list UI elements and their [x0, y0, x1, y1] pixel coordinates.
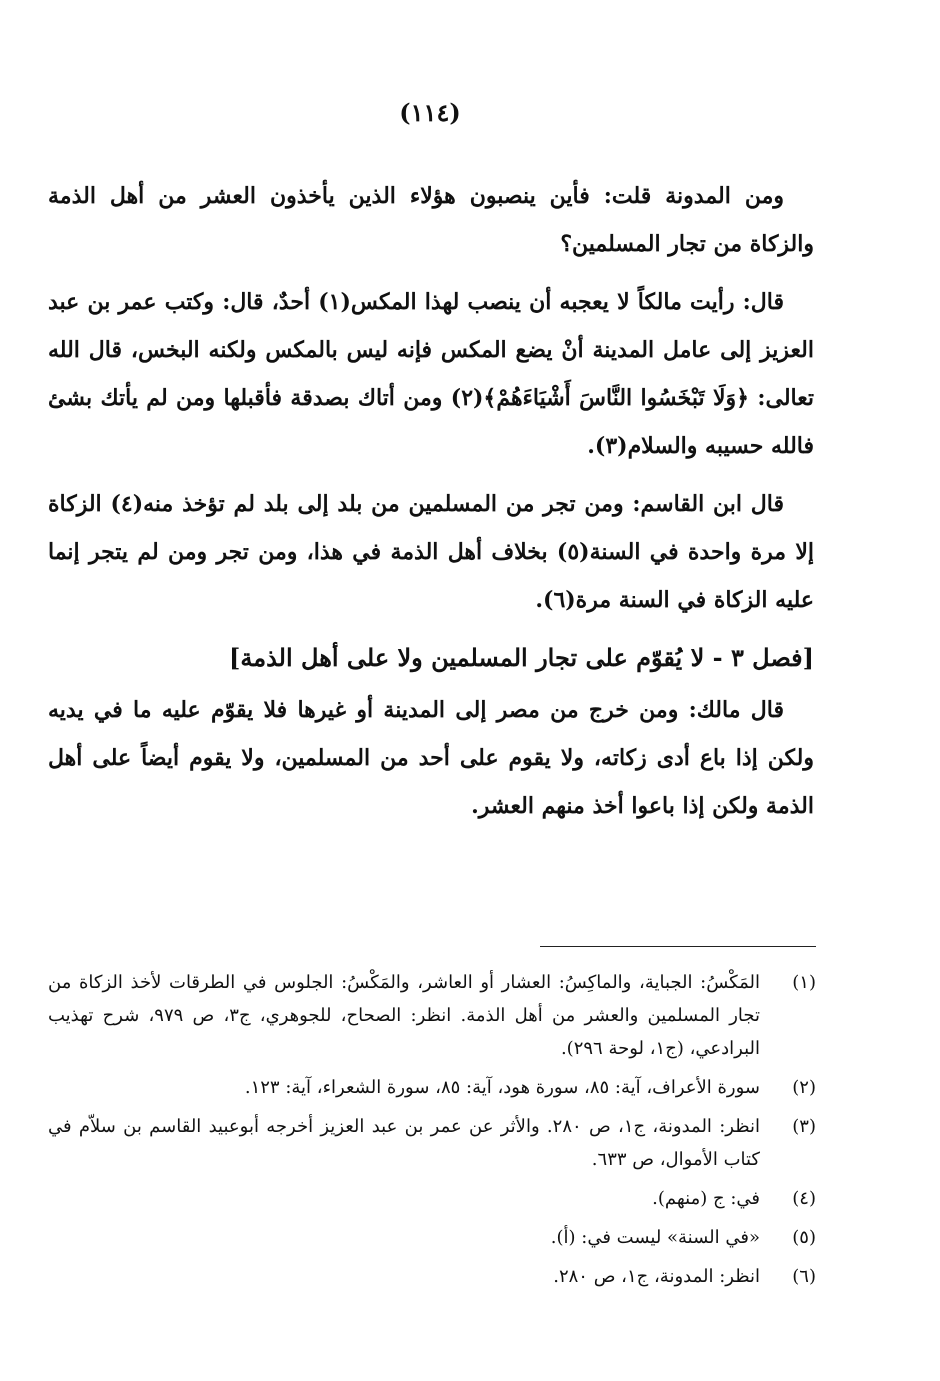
paragraph: قال: رأيت مالكاً لا يعجبه أن ينصب لهذا المكس(١) أحدٌ، قال: وكتب عمر بن عبد العزيز إلى عامل المدينة أنْ يضع المكس فإنه ليس بالمكس ولكنه البخس، قال الله تعالى: ﴿وَلَا تَبْخَسُوا النَّاسَ أَشْيَاءَهُمْ﴾(٢) ومن أتاك بصدقة فأقبلها ومن لم يأتك بشئ فالله حسيبه والسلام(٣). [48, 289, 814, 459]
footnote-number: (٤) [792, 1188, 816, 1209]
footnote-text: المَكْسُ: الجباية، والماكِسُ: العشار أو العاشر، والمَكْسُ: الجلوس في الطرقات لأخذ الزكاة من تجار المسلمين والعشر من أهل الذمة. انظر: الصحاح، للجوهري، ج٣، ص ٩٧٩، شرح تهذيب البرادعي، (ج١، لوحة ٢٩٦). [48, 972, 761, 1059]
footnote [48, 1182, 816, 1215]
page-number: (١١٤) [399, 98, 461, 127]
footnote-text: سورة الأعراف، آية: ٨٥، سورة هود، آية: ٨٥، سورة الشعراء، آية: ١٢٣. [244, 1077, 760, 1098]
section-heading: [فصل ٣ - لا يُقوّم على تجار المسلمين ولا على أهل الذمة] [229, 643, 814, 672]
paragraph: ومن المدونة قلت: فأين ينصبون هؤلاء الذين يأخذون العشر من أهل الذمة والزكاة من تجار المسلمين؟ [48, 183, 814, 257]
footnote-number: (٦) [792, 1266, 816, 1287]
footnote-text: في: ج (منهم). [652, 1188, 760, 1209]
footnote [48, 1221, 816, 1254]
footnotes [48, 966, 816, 1299]
main-text [48, 172, 814, 840]
footnote-text: انظر: المدونة، ج١، ص ٢٨٠. والأثر عن عمر بن عبد العزيز أخرجه أبوعبيد القاسم بن سلاّم في كتاب الأموال، ص ٦٣٣. [48, 1116, 760, 1170]
footnote [48, 1071, 816, 1104]
footnote [48, 1110, 816, 1176]
paragraph: قال ابن القاسم: ومن تجر من المسلمين من بلد إلى بلد لم تؤخذ منه(٤) الزكاة إلا مرة واحدة في السنة(٥) بخلاف أهل الذمة في هذا، ومن تجر ومن لم يتجر إنما عليه الزكاة في السنة مرة(٦). [48, 491, 815, 613]
footnote [48, 1260, 816, 1293]
footnote [48, 966, 816, 1065]
footnote-number: (٥) [792, 1227, 816, 1248]
footnote-text: انظر: المدونة، ج١، ص ٢٨٠. [553, 1266, 760, 1287]
paragraph: قال مالك: ومن خرج من مصر إلى المدينة أو غيرها فلا يقوّم عليه ما في يديه ولكن إذا باع أدى زكاته، ولا يقوم على أحد من المسلمين، ولا يقوم أيضاً على أهل الذمة ولكن إذا باعوا أخذ منهم العشر. [48, 697, 814, 819]
footnote-number: (١) [792, 972, 816, 993]
footnote-text: «في السنة» ليست في: (أ). [550, 1227, 760, 1248]
footnote-divider [540, 946, 816, 947]
footnote-number: (٣) [792, 1116, 816, 1137]
footnote-number: (٢) [792, 1077, 816, 1098]
